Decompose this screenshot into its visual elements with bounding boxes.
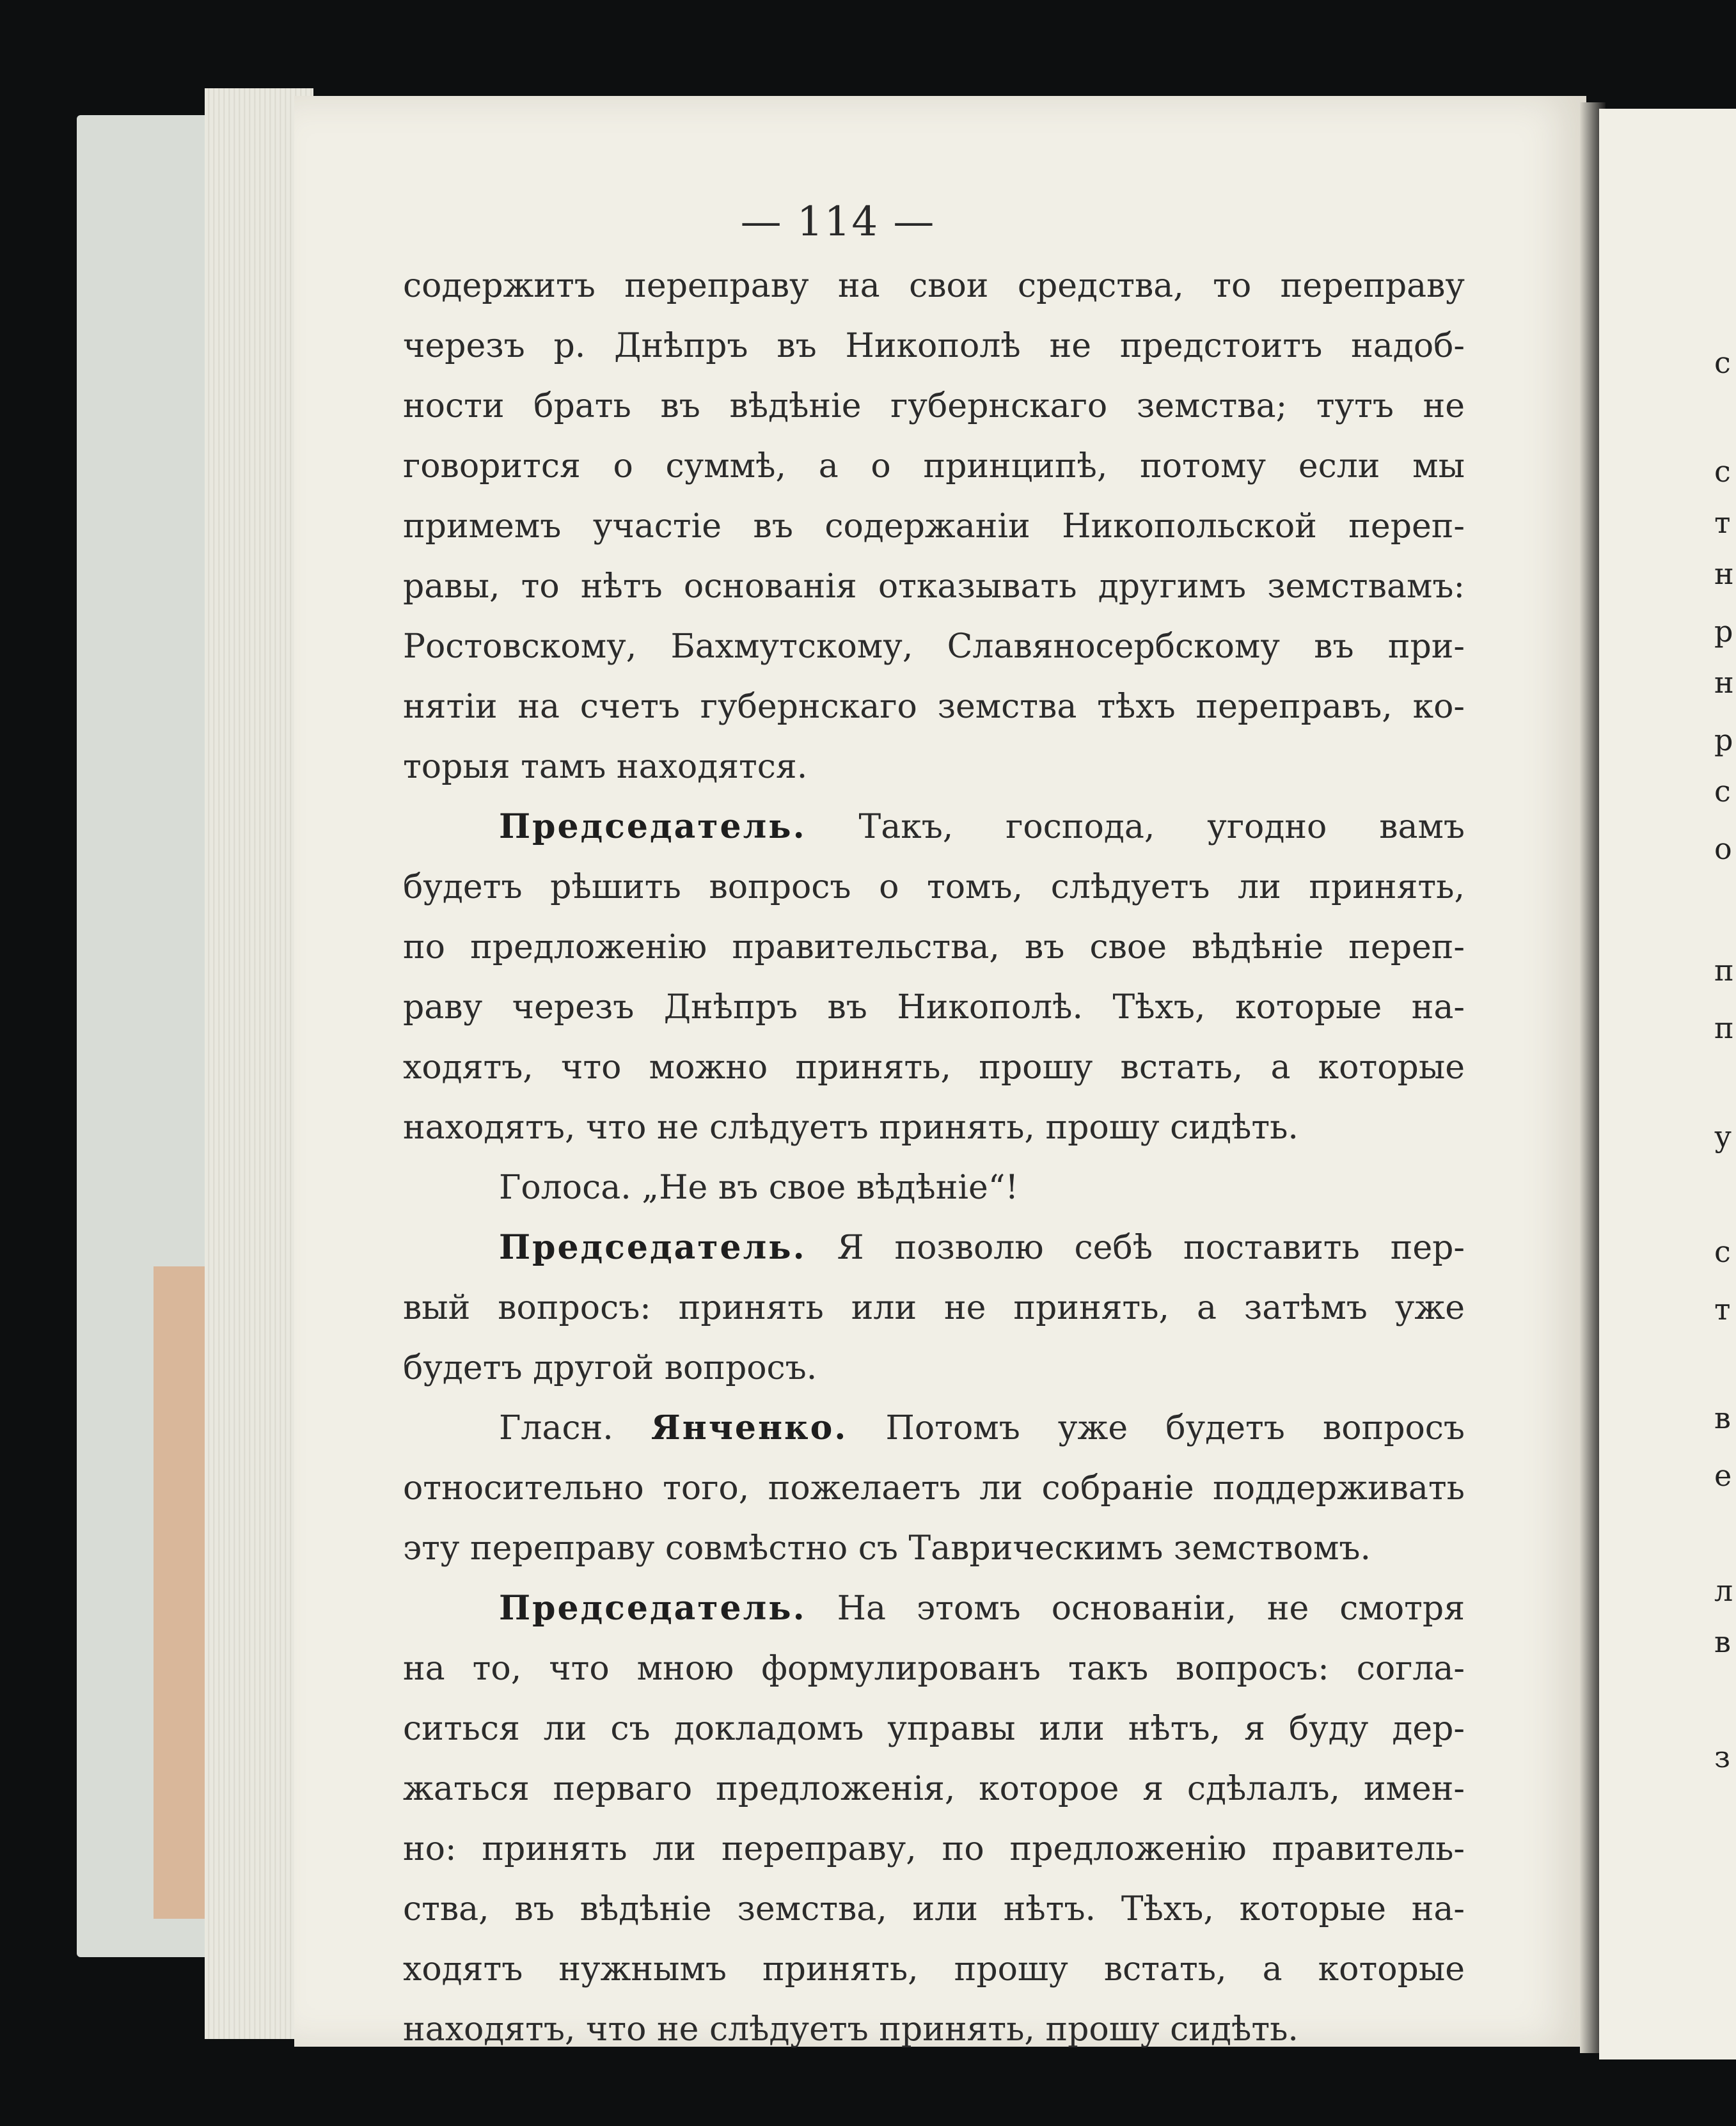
text-line: Ростовскому, Бахмутскому, Славяносербскому въ при-	[403, 627, 1465, 666]
text-line: вый вопросъ: принять или не принять, а затѣмъ уже	[403, 1289, 1465, 1327]
speech-text: Я позволю себѣ поставить пер-	[837, 1229, 1465, 1267]
speaker-name: Янченко.	[651, 1408, 848, 1447]
next-page-fragment: с	[1714, 345, 1731, 380]
next-page-fragment: е	[1714, 1458, 1732, 1493]
text-line: ходятъ, что можно принять, прошу встать, а которые	[403, 1048, 1465, 1087]
speaker-name: Председатель.	[499, 1228, 807, 1267]
next-page-fragment: п	[1714, 1011, 1734, 1045]
book-page	[294, 96, 1586, 2047]
text-line: жаться перваго предложенія, которое я сдѣлалъ, имен-	[403, 1770, 1465, 1808]
speech-text: Такъ, господа, угодно вамъ	[858, 808, 1465, 846]
speech-first-line	[403, 1218, 1465, 1278]
next-page-fragment: с	[1714, 454, 1731, 489]
text-line: содержитъ переправу на свои средства, то переправу	[403, 267, 1465, 305]
next-page-fragment: в	[1714, 1401, 1731, 1435]
next-page-fragment: т	[1714, 505, 1731, 540]
speech-first-line	[403, 797, 1465, 857]
page-text	[403, 256, 1465, 2059]
speaker-name: Председатель.	[499, 1589, 807, 1628]
next-page-fragment: р	[1714, 614, 1733, 649]
text-line: по предложенію правительства, въ свое вѣдѣніе переп-	[403, 928, 1465, 966]
text-line: говорится о суммѣ, а о принципѣ, потому если мы	[403, 447, 1465, 485]
next-page-fragment: у	[1714, 1119, 1732, 1154]
speaker-name: Голоса.	[499, 1169, 631, 1207]
text-line: ситься ли съ докладомъ управы или нѣтъ, я буду дер-	[403, 1710, 1465, 1748]
text-line: черезъ р. Днѣпръ въ Никополѣ не предстоитъ надоб-	[403, 327, 1465, 365]
text-line: эту переправу совмѣстно съ Таврическимъ земствомъ.	[403, 1529, 1371, 1568]
speech-first-line	[403, 1398, 1465, 1458]
page-number: — 114 —	[740, 198, 936, 246]
next-page-edge	[1599, 109, 1736, 2059]
text-line: на то, что мною формулированъ такъ вопросъ: согла-	[403, 1650, 1465, 1688]
next-page-fragment: т	[1714, 1292, 1731, 1327]
speech-first-line	[403, 1579, 1465, 1639]
next-page-fragment: о	[1714, 831, 1732, 866]
next-page-fragment: с	[1714, 1234, 1731, 1269]
text-line: находятъ, что не слѣдуетъ принять, прошу сидѣть.	[403, 2010, 1298, 2049]
next-page-fragment: н	[1714, 665, 1734, 700]
speech-text: На этомъ основаніи, не смотря	[837, 1589, 1465, 1628]
text-line: примемъ участіе въ содержаніи Никопольской переп-	[403, 507, 1465, 546]
next-page-fragment: в	[1714, 1625, 1731, 1659]
text-line: находятъ, что не слѣдуетъ принять, прошу сидѣть.	[403, 1108, 1298, 1147]
speech-text: „Не въ свое вѣдѣніе“!	[642, 1169, 1019, 1207]
speaker-name: Председатель.	[499, 807, 807, 846]
speaker-prefix: Гласн.	[499, 1409, 613, 1447]
next-page-fragment: п	[1714, 953, 1734, 988]
next-page-fragment: л	[1714, 1573, 1733, 1608]
text-line: ности брать въ вѣдѣніе губернскаго земства; тутъ не	[403, 387, 1465, 425]
text-line: раву черезъ Днѣпръ въ Никополѣ. Тѣхъ, которые на-	[403, 988, 1465, 1027]
text-line: относительно того, пожелаетъ ли собраніе поддерживать	[403, 1469, 1465, 1508]
text-line: будетъ рѣшить вопросъ о томъ, слѣдуетъ ли принять,	[403, 868, 1465, 906]
text-line: равы, то нѣтъ основанія отказывать другимъ земствамъ:	[403, 567, 1465, 606]
text-line: но: принять ли переправу, по предложенію правитель-	[403, 1830, 1465, 1868]
next-page-fragment: н	[1714, 556, 1734, 591]
next-page-fragment: з	[1714, 1740, 1731, 1774]
next-page-fragment: р	[1714, 723, 1733, 757]
text-line: ства, въ вѣдѣніе земства, или нѣтъ. Тѣхъ, которые на-	[403, 1890, 1465, 1928]
speech-first-line	[403, 1158, 1465, 1218]
text-line: нятіи на счетъ губернскаго земства тѣхъ переправъ, ко-	[403, 688, 1465, 726]
text-line: ходятъ нужнымъ принять, прошу встать, а которые	[403, 1950, 1465, 1988]
speech-text: Потомъ уже будетъ вопросъ	[885, 1409, 1465, 1447]
text-line: торыя тамъ находятся.	[403, 748, 808, 786]
next-page-fragment: с	[1714, 774, 1731, 808]
text-line: будетъ другой вопросъ.	[403, 1349, 817, 1387]
